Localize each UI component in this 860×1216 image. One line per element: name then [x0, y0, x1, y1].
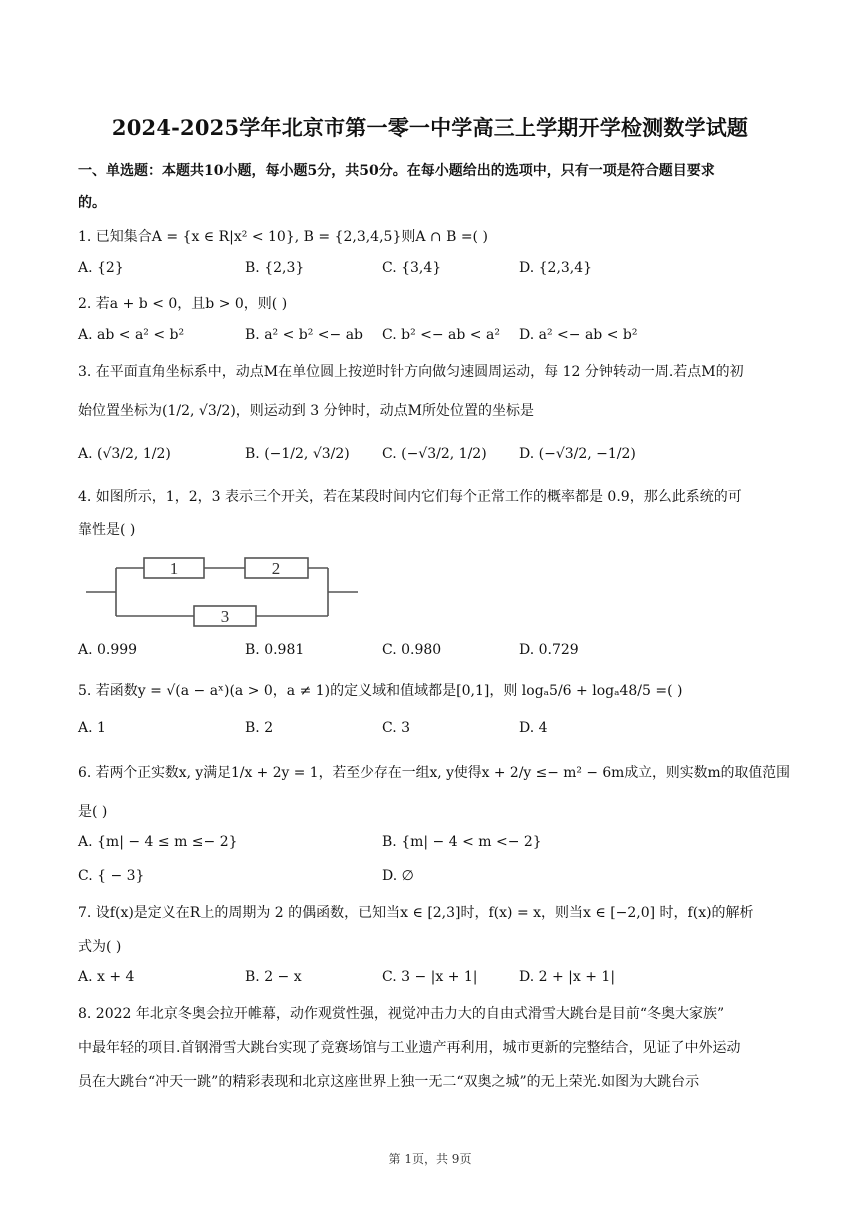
question-3-stem: 3. 在平面直角坐标系中，动点M在单位圆上按逆时针方向做匀速圆周运动，每 12 分钟转动一周.若点M的初 [78, 364, 744, 380]
question-8-text-cont-2: 员在大跳台“冲天一跳”的精彩表现和北京这座世界上独一无二“双奥之城”的无上荣光.如图为大跳台示 [78, 1074, 700, 1090]
question-8-text-cont-1: 中最年轻的项目.首钢滑雪大跳台实现了竞赛场馆与工业遗产再利用，城市更新的完整结合，见证了中外运动 [78, 1040, 741, 1056]
question-4-option-a: A. 0.999 [78, 642, 138, 658]
question-7-stem: 7. 设f(x)是定义在R上的周期为 2 的偶函数，已知当x ∈ [2,3]时，f(x) = x，则当x ∈ [−2,0] 时，f(x)的解析 [78, 905, 754, 921]
question-4-option-b: B. 0.981 [245, 642, 305, 658]
question-3-option-d: D. (−√3/2, −1/2) [519, 446, 636, 462]
switch-circuit-diagram [82, 552, 362, 632]
question-4-stem: 4. 如图所示，1，2，3 表示三个开关，若在某段时间内它们每个正常工作的概率都是 0.9，那么此系统的可 [78, 489, 742, 505]
question-3-option-a: A. (√3/2, 1/2) [78, 446, 171, 462]
question-1-option-a: A. {2} [78, 260, 124, 276]
section-header: 一、单选题：本题共10小题，每小题5分，共50分。在每小题给出的选项中，只有一项是符合题目要求 [78, 163, 715, 179]
question-8-text: 8. 2022 年北京冬奥会拉开帷幕，动作观赏性强，视觉冲击力大的自由式滑雪大跳台是目前“冬奥大家族” [78, 1006, 725, 1022]
question-2-stem: 2. 若a + b < 0，且b > 0，则( ) [78, 296, 288, 312]
page-title: 2024-2025学年北京市第一零一中学高三上学期开学检测数学试题 [111, 115, 749, 140]
question-6-option-b: B. {m| − 4 < m <− 2} [382, 834, 542, 850]
question-5-option-b: B. 2 [245, 720, 274, 736]
question-7-stem-cont: 式为( ) [78, 939, 122, 955]
question-4-option-c: C. 0.980 [382, 642, 442, 658]
section-header-cont: 的。 [78, 195, 106, 211]
question-1-option-c: C. {3,4} [382, 260, 442, 276]
question-6-stem-cont: 是( ) [78, 804, 108, 820]
question-2-option-b: B. a² < b² <− ab [245, 327, 364, 343]
question-1-option-b: B. {2,3} [245, 260, 305, 276]
switch-3-label: 3 [220, 607, 230, 626]
switch-2-label: 2 [271, 559, 281, 578]
question-2-option-d: D. a² <− ab < b² [519, 327, 638, 343]
question-1-option-d: D. {2,3,4} [519, 260, 593, 276]
question-2-option-a: A. ab < a² < b² [78, 327, 185, 343]
question-5-option-c: C. 3 [382, 720, 411, 736]
question-6-stem: 6. 若两个正实数x, y满足1/x + 2y = 1，若至少存在一组x, y使得x + 2/y ≤− m² − 6m成立，则实数m的取值范围 [78, 765, 790, 781]
question-4-option-d: D. 0.729 [519, 642, 579, 658]
question-7-option-d: D. 2 + |x + 1| [519, 969, 616, 985]
question-5-stem: 5. 若函数y = √(a − aˣ)(a > 0，a ≠ 1)的定义域和值域都是[0,1]，则 logₐ5/6 + logₐ48/5 =( ) [78, 683, 683, 699]
question-6-option-d: D. ∅ [382, 868, 414, 884]
page-footer: 第 1页，共 9页 [388, 1152, 472, 1166]
question-3-stem-cont: 始位置坐标为(1/2, √3/2)，则运动到 3 分钟时，动点M所处位置的坐标是 [78, 403, 534, 419]
question-4-stem-cont: 靠性是( ) [78, 522, 136, 538]
question-6-option-c: C. { − 3} [78, 868, 145, 884]
question-7-option-b: B. 2 − x [245, 969, 302, 985]
switch-1-label: 1 [169, 559, 179, 578]
question-3-option-b: B. (−1/2, √3/2) [245, 446, 350, 462]
question-2-option-c: C. b² <− ab < a² [382, 327, 500, 343]
question-1-stem: 1. 已知集合A = {x ∈ R|x² < 10}, B = {2,3,4,5}则A ∩ B =( ) [78, 229, 488, 245]
question-7-option-c: C. 3 − |x + 1| [382, 969, 478, 985]
question-5-option-a: A. 1 [78, 720, 106, 736]
question-6-option-a: A. {m| − 4 ≤ m ≤− 2} [78, 834, 238, 850]
question-3-option-c: C. (−√3/2, 1/2) [382, 446, 487, 462]
question-5-option-d: D. 4 [519, 720, 548, 736]
question-7-option-a: A. x + 4 [78, 969, 135, 985]
